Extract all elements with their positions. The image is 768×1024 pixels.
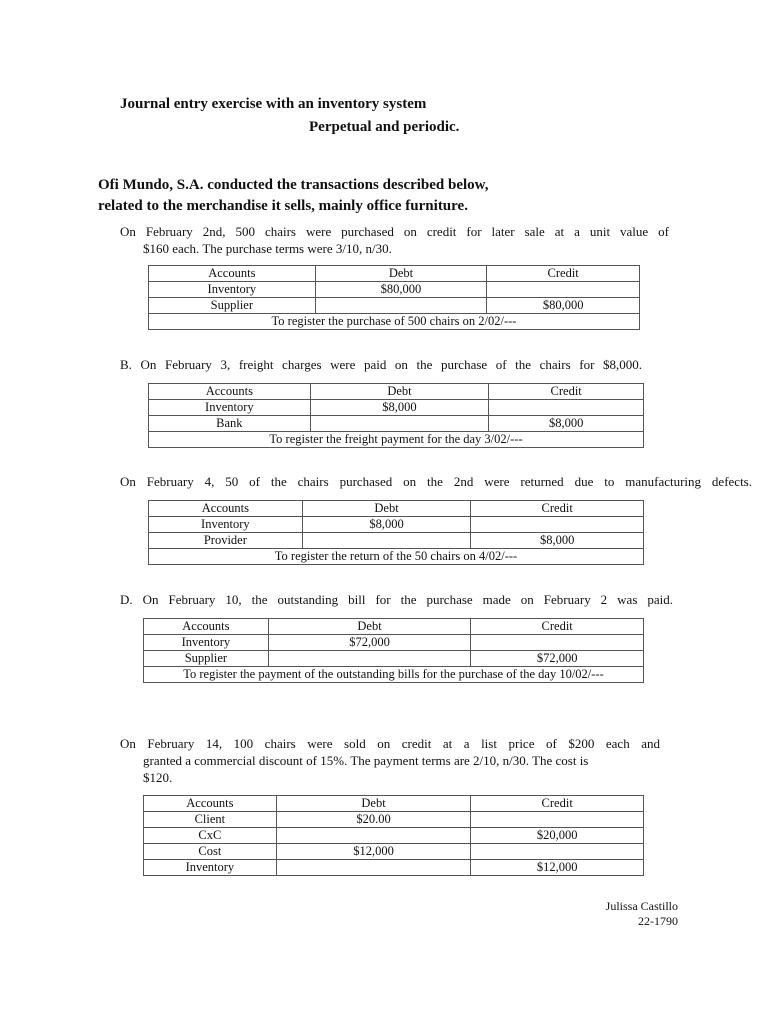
journal-table-3 <box>148 500 644 565</box>
table-header-row <box>149 501 644 517</box>
journal-table-1 <box>148 265 640 330</box>
author-id: 22-1790 <box>638 914 678 928</box>
header-debt: Debt <box>302 501 471 517</box>
entry-note: To register the purchase of 500 chairs on 2/02/--- <box>149 314 640 330</box>
table-row: Inventory $72,000 <box>144 635 644 651</box>
header-accounts: Accounts <box>149 501 303 517</box>
transaction-3-description: On February 4, 50 of the chairs purchased on the 2nd were returned due to manufacturing defects. <box>120 474 752 489</box>
header-debt: Debt <box>268 619 471 635</box>
table-note-row <box>144 667 644 683</box>
table-row: Client $20.00 <box>144 812 644 828</box>
entry-note: To register the payment of the outstanding bills for the purchase of the day 10/02/--- <box>144 667 644 683</box>
table-header-row <box>149 384 644 400</box>
header-accounts: Accounts <box>144 619 269 635</box>
table-row: Inventory $8,000 <box>149 400 644 416</box>
header-credit: Credit <box>471 796 644 812</box>
table-row: Inventory $80,000 <box>149 282 640 298</box>
table-note-row <box>149 549 644 565</box>
header-debt: Debt <box>310 384 489 400</box>
header-debt: Debt <box>315 266 487 282</box>
table-row: Inventory $12,000 <box>144 860 644 876</box>
header-accounts: Accounts <box>149 384 311 400</box>
intro-text: Ofi Mundo, S.A. conducted the transactions described below, related to the merchandise it sells, mainly office furniture. <box>98 177 489 214</box>
transaction-5-description: On February 14, 100 chairs were sold on credit at a list price of $200 each and granted a commercial discount of 15%. The payment terms are 2/10, n/30. The cost is $120. <box>120 736 660 785</box>
transaction-1-description: On February 2nd, 500 chairs were purchased on credit for later sale at a unit value of $160 each. The purchase terms were 3/10, n/30. <box>120 224 669 256</box>
table-row: Supplier $80,000 <box>149 298 640 314</box>
document-subtitle: Perpetual and periodic. <box>309 119 460 135</box>
journal-table-4 <box>143 618 644 683</box>
header-debt: Debt <box>276 796 471 812</box>
table-note-row <box>149 432 644 448</box>
author-name: Julissa Castillo <box>605 899 678 913</box>
transaction-4-description: D. On February 10, the outstanding bill for the purchase made on February 2 was paid. <box>120 592 673 607</box>
transaction-2-description: B. On February 3, freight charges were paid on the purchase of the chairs for $8,000. <box>120 357 642 372</box>
header-credit: Credit <box>471 501 644 517</box>
table-note-row <box>149 314 640 330</box>
table-row: Inventory $8,000 <box>149 517 644 533</box>
table-header-row <box>144 619 644 635</box>
journal-table-2 <box>148 383 644 448</box>
table-row: CxC $20,000 <box>144 828 644 844</box>
header-accounts: Accounts <box>149 266 316 282</box>
journal-table-5 <box>143 795 644 876</box>
header-credit: Credit <box>487 266 640 282</box>
entry-note: To register the freight payment for the day 3/02/--- <box>149 432 644 448</box>
table-row: Supplier $72,000 <box>144 651 644 667</box>
header-credit: Credit <box>489 384 644 400</box>
entry-note: To register the return of the 50 chairs on 4/02/--- <box>149 549 644 565</box>
header-accounts: Accounts <box>144 796 277 812</box>
author-signature <box>606 899 678 929</box>
header-credit: Credit <box>471 619 644 635</box>
table-header-row <box>144 796 644 812</box>
table-row: Cost $12,000 <box>144 844 644 860</box>
table-row: Bank $8,000 <box>149 416 644 432</box>
document-title: Journal entry exercise with an inventory system <box>120 96 427 112</box>
table-header-row <box>149 266 640 282</box>
table-row: Provider $8,000 <box>149 533 644 549</box>
